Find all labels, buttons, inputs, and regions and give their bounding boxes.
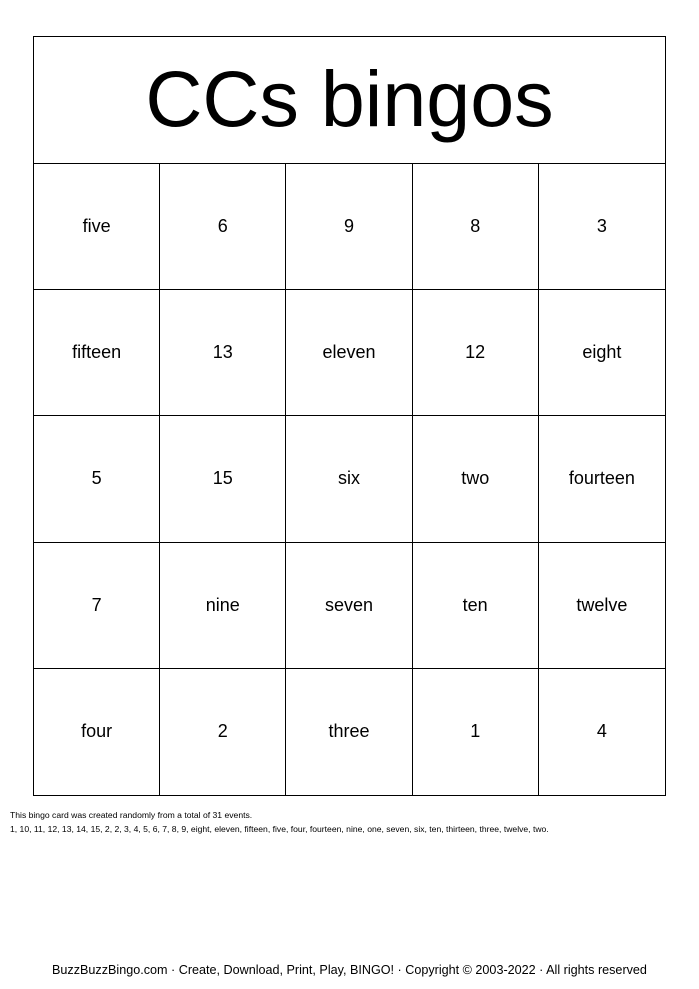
- card-note: [10, 808, 549, 836]
- bingo-cell: 15: [160, 416, 286, 542]
- bingo-cell: 1: [413, 669, 539, 795]
- bingo-cell: 2: [160, 669, 286, 795]
- bingo-cell: 6: [160, 164, 286, 290]
- bingo-cell: ten: [413, 543, 539, 669]
- bingo-cell: six: [286, 416, 412, 542]
- bingo-cell: 7: [34, 543, 160, 669]
- bingo-cell: 8: [413, 164, 539, 290]
- bingo-card: [33, 36, 666, 796]
- bingo-cell: eight: [539, 290, 665, 416]
- bingo-cell: seven: [286, 543, 412, 669]
- bingo-cell: 3: [539, 164, 665, 290]
- bingo-cell: fifteen: [34, 290, 160, 416]
- bingo-cell: eleven: [286, 290, 412, 416]
- bingo-cell: two: [413, 416, 539, 542]
- bingo-cell: nine: [160, 543, 286, 669]
- bingo-cell: 9: [286, 164, 412, 290]
- note-line-events: 1, 10, 11, 12, 13, 14, 15, 2, 2, 3, 4, 5, 6, 7, 8, 9, eight, eleven, fifteen, five, four, fourteen, nine, one, seven, six, ten, thirteen, three, twelve, two.: [10, 824, 549, 834]
- note-line-summary: This bingo card was created randomly from a total of 31 events.: [10, 810, 253, 820]
- bingo-cell: 4: [596, 721, 607, 742]
- bingo-cell: 5: [34, 416, 160, 542]
- card-title: CCs bingos: [34, 37, 665, 164]
- bingo-cell: fourteen: [539, 416, 665, 542]
- bingo-cell: 12: [413, 290, 539, 416]
- bingo-cell: three: [286, 669, 412, 795]
- bingo-cell: four: [34, 669, 160, 795]
- bingo-grid: [34, 164, 665, 795]
- bingo-cell: 13: [160, 290, 286, 416]
- bingo-cell: five: [34, 164, 160, 290]
- bingo-cell: twelve: [539, 543, 665, 669]
- footer-copyright: BuzzBuzzBingo.com · Create, Download, Print, Play, BINGO! · Copyright © 2003-2022 · All rights reserved: [52, 963, 647, 977]
